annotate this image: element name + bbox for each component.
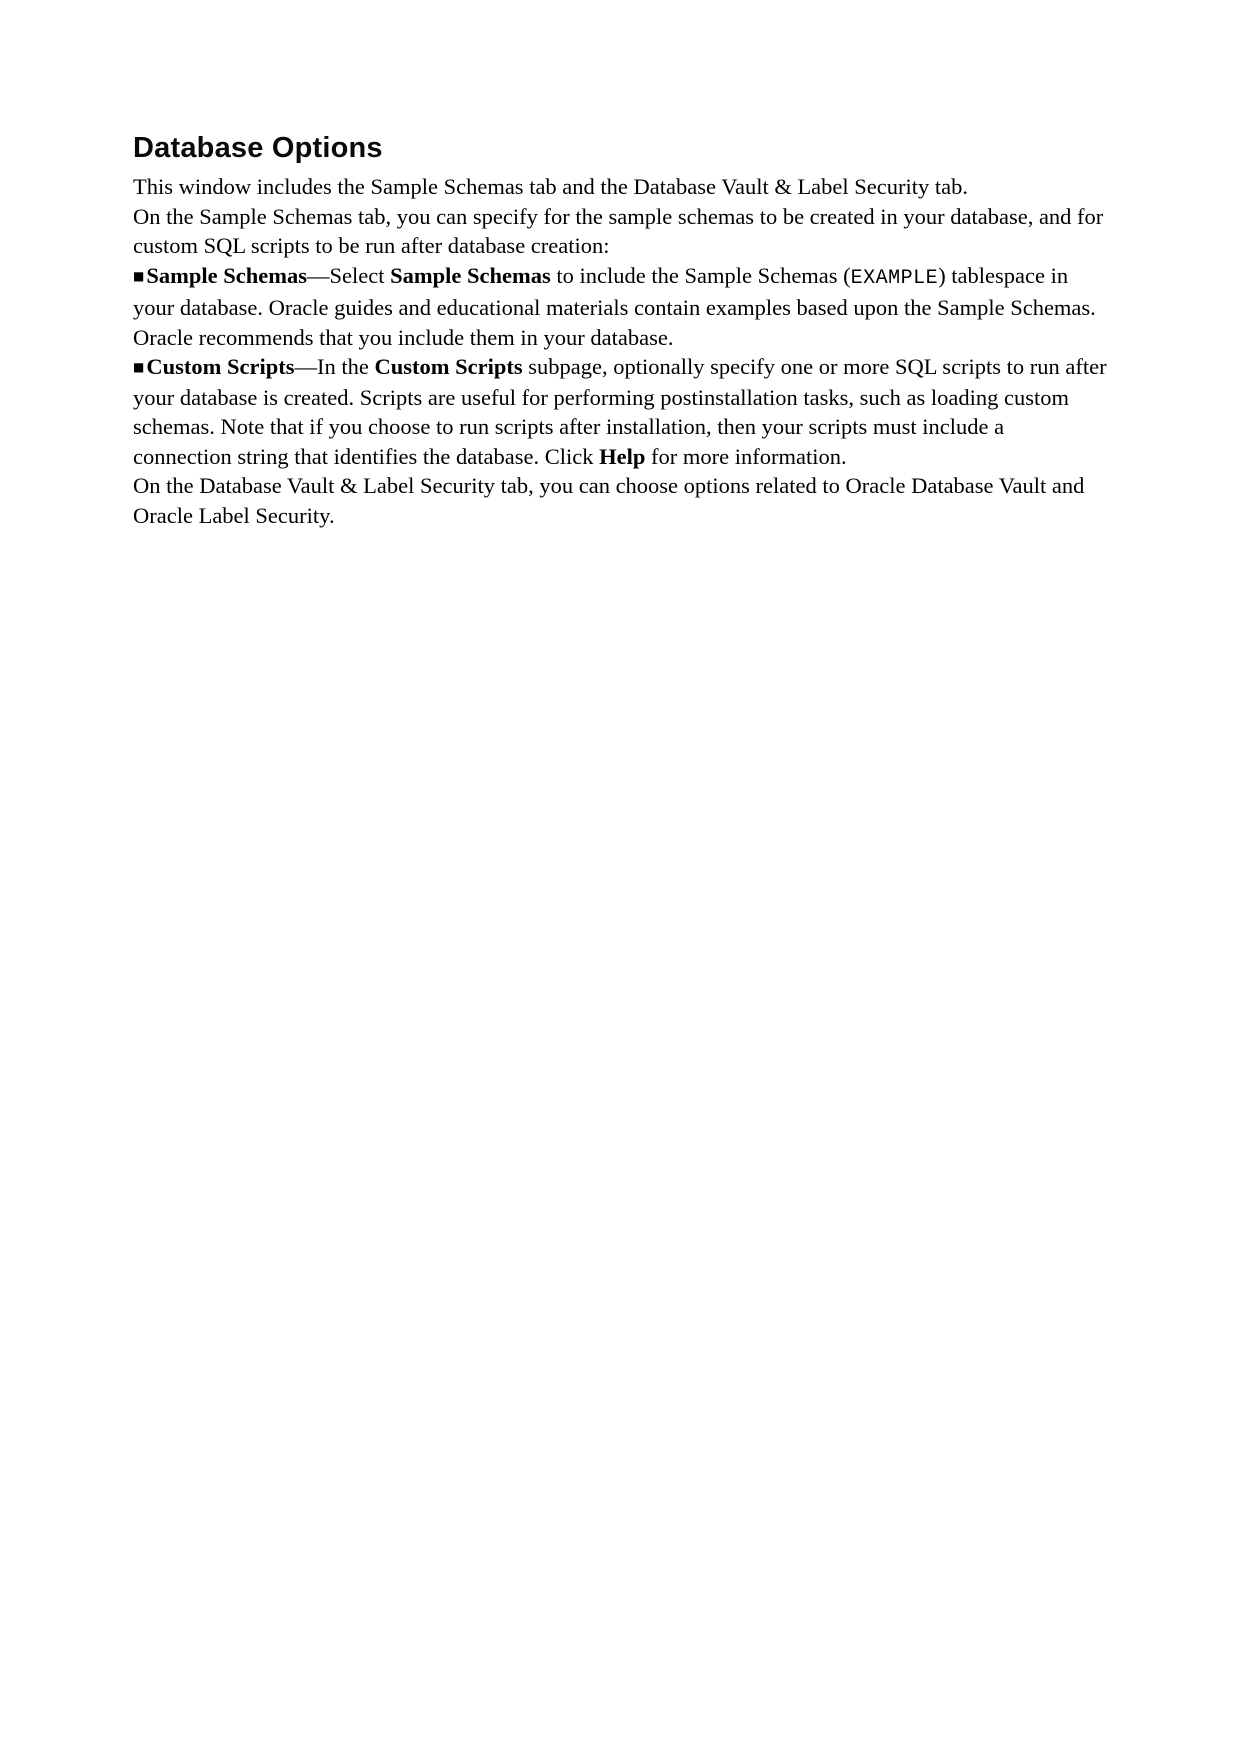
- text-run: Custom Scripts: [146, 354, 295, 379]
- text-run: ) tablespace in your database. Oracle guides and educational materials contain examples based upon the Sample Schemas. Oracle recommends that you include them in your database.: [133, 262, 1096, 350]
- paragraph: [133, 172, 1108, 202]
- text-run: On the Sample Schemas tab, you can specify for the sample schemas to be created in your database, and for custom SQL scripts to be run after database creation:: [133, 203, 1104, 258]
- text-run: Sample Schemas: [390, 262, 551, 288]
- text-run: —Select: [306, 262, 391, 288]
- text-run: to include the Sample Schemas (: [550, 262, 851, 288]
- bullet-square-icon: ■: [133, 360, 145, 374]
- text-run: Custom Scripts: [374, 354, 523, 379]
- text-run: subpage, optionally specify one or more SQL scripts to run after your database is created. Scripts are useful for performing postinstallation tasks, such as loading custom schemas. Note that if you choose to run scripts after installation, then your scripts must include a connection string that identifies the database. Click: [133, 354, 1107, 469]
- text-run: —In the: [294, 354, 375, 379]
- page-title: Database Options: [133, 132, 383, 164]
- document-page: [133, 132, 1108, 530]
- document-body: [133, 172, 1108, 530]
- paragraph: [133, 471, 1108, 530]
- bullet-square-icon: ■: [133, 268, 145, 283]
- bullet-item: [133, 352, 1108, 471]
- text-run: Help: [599, 443, 646, 469]
- text-run: Sample Schemas: [146, 262, 307, 288]
- text-run: This window includes the Sample Schemas tab and the Database Vault & Label Security tab.: [133, 174, 969, 199]
- text-run: for more information.: [645, 443, 847, 469]
- text-run: On the Database Vault & Label Security tab, you can choose options related to Oracle Database Vault and Oracle Label Security.: [133, 473, 1085, 528]
- paragraph: [133, 202, 1108, 261]
- bullet-item: [133, 261, 1108, 353]
- text-run: EXAMPLE: [850, 266, 939, 290]
